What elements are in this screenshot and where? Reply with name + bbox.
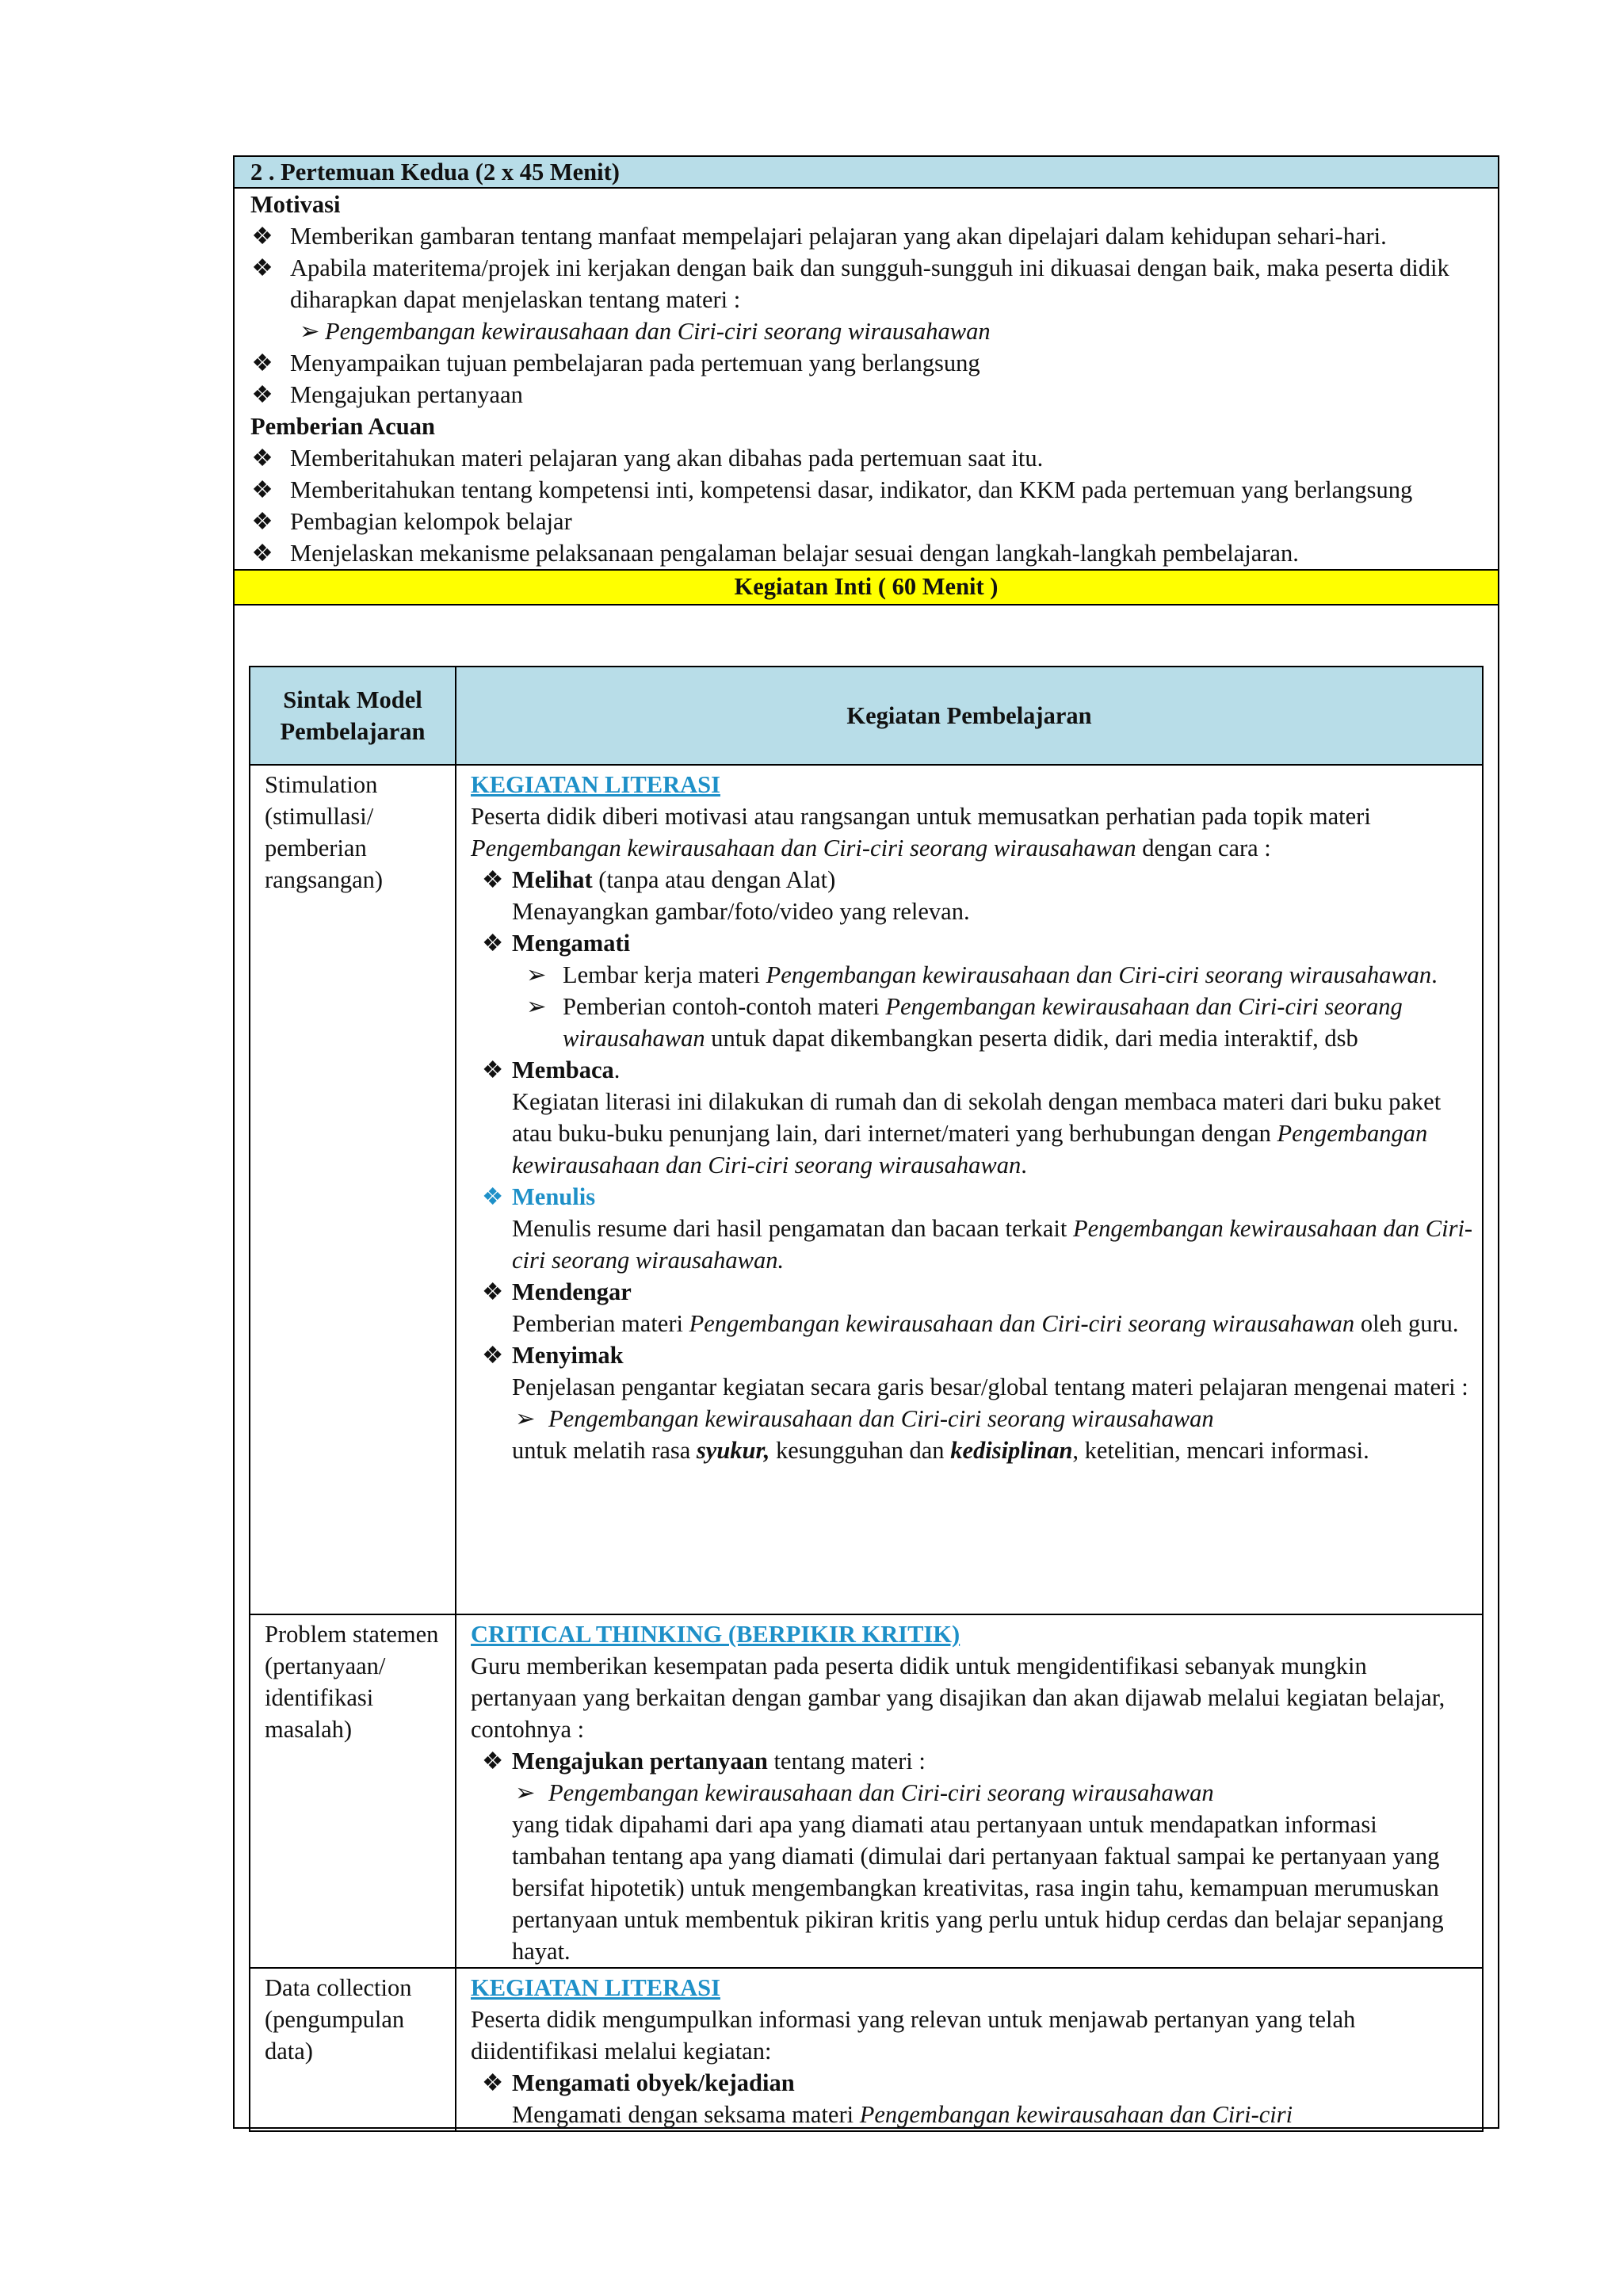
list-item: ❖ Menyampaikan tujuan pembelajaran pada pertemuan yang berlangsung bbox=[235, 347, 1498, 379]
diamond-bullet-icon: ❖ bbox=[482, 1056, 504, 1083]
column-header-kegiatan: Kegiatan Pembelajaran bbox=[456, 667, 1483, 765]
bullet-mengajukan: ❖ Mengajukan pertanyaan tentang materi : bbox=[471, 1745, 1474, 1777]
diamond-bullet-icon: ❖ bbox=[251, 540, 273, 567]
diamond-bullet-icon: ❖ bbox=[251, 350, 273, 376]
paragraph: Menayangkan gambar/foto/video yang relevan. bbox=[512, 898, 970, 925]
activity-cell bbox=[456, 1968, 1483, 2131]
bullet-menulis: ❖ Menulis bbox=[471, 1181, 1474, 1213]
bullet-mengamati: ❖ Mengamati bbox=[471, 927, 1474, 959]
paragraph: Menulis resume dari hasil pengamatan dan bacaan terkait Pengembangan kewirausahaan dan Ciri-ciri seorang wirausahawan. bbox=[512, 1215, 1473, 1274]
lesson-plan-box bbox=[233, 155, 1499, 2129]
diamond-bullet-icon: ❖ bbox=[251, 381, 273, 408]
literasi-heading: KEGIATAN LITERASI bbox=[471, 1974, 720, 2001]
motivasi-heading: Motivasi bbox=[250, 191, 341, 218]
diamond-bullet-icon: ❖ bbox=[251, 476, 273, 503]
activity-cell bbox=[456, 1614, 1483, 1968]
paragraph: Peserta didik mengumpulkan informasi yang relevan untuk menjawab pertanyan yang telah diidentifikasi melalui kegiatan: bbox=[471, 2006, 1356, 2065]
diamond-bullet-icon: ❖ bbox=[482, 2069, 504, 2096]
diamond-bullet-icon: ❖ bbox=[482, 1342, 504, 1369]
diamond-bullet-icon: ❖ bbox=[251, 254, 273, 281]
list-item: ❖ Pembagian kelompok belajar bbox=[235, 506, 1498, 537]
kegiatan-inti-banner: Kegiatan Inti ( 60 Menit ) bbox=[235, 569, 1498, 606]
diamond-bullet-icon: ❖ bbox=[251, 508, 273, 535]
bullet-menyimak: ❖ Menyimak bbox=[471, 1339, 1474, 1371]
bullet-mendengar: ❖ Mendengar bbox=[471, 1276, 1474, 1308]
paragraph: Mengamati dengan seksama materi Pengembangan kewirausahaan dan Ciri-ciri bbox=[512, 2101, 1293, 2128]
diamond-bullet-icon: ❖ bbox=[482, 930, 504, 957]
paragraph: Pemberian materi Pengembangan kewirausahaan dan Ciri-ciri seorang wirausahawan oleh guru. bbox=[512, 1310, 1459, 1337]
table-row bbox=[250, 765, 1483, 1614]
diamond-bullet-icon: ❖ bbox=[482, 1278, 504, 1305]
sintak-cell: Problem statemen (pertanyaan/ identifikasi masalah) bbox=[250, 1614, 456, 1968]
arrow-bullet-icon: ➢ bbox=[515, 1405, 536, 1432]
sub-list-item: ➢ Lembar kerja materi Pengembangan kewirausahaan dan Ciri-ciri seorang wirausahawan. bbox=[471, 959, 1474, 991]
table-row bbox=[250, 1968, 1483, 2131]
paragraph: yang tidak dipahami dari apa yang diamati atau pertanyaan untuk mendapatkan informasi tambahan tentang apa yang diamati (dimulai dari pertanyaan faktual sampai ke pertanyaan yang bersifat hipotetik) untuk mengembangkan kreativitas, rasa ingin tahu, kemampuan merumuskan pertanyaan untuk membentuk pikiran kritis yang perlu untuk hidup cerdas dan belajar sepanjang hayat. bbox=[512, 1811, 1444, 1965]
list-item: ❖ Apabila materitema/projek ini kerjakan dengan baik dan sungguh-sungguh ini dikuasai dengan baik, maka peserta didik diharapkan dapat menjelaskan tentang materi : bbox=[235, 252, 1498, 315]
critical-thinking-heading: CRITICAL THINKING (BERPIKIR KRITIK) bbox=[471, 1621, 960, 1648]
acuan-heading: Pemberian Acuan bbox=[250, 413, 435, 440]
arrow-bullet-icon: ➢ bbox=[300, 318, 320, 345]
list-item: ❖ Memberitahukan materi pelajaran yang akan dibahas pada pertemuan saat itu. bbox=[235, 442, 1498, 474]
paragraph: Kegiatan literasi ini dilakukan di rumah dan di sekolah dengan membaca materi dari buku paket atau buku-buku penunjang lain, dari internet/materi yang berhubungan dengan Pengembangan kewirausahaan dan Ciri-ciri seorang wirausahawan. bbox=[512, 1088, 1442, 1179]
list-item: ❖ Menjelaskan mekanisme pelaksanaan pengalaman belajar sesuai dengan langkah-langkah pembelajaran. bbox=[235, 537, 1498, 569]
sub-list-item: ➢ Pengembangan kewirausahaan dan Ciri-ciri seorang wirausahawan bbox=[471, 1403, 1474, 1435]
paragraph: Guru memberikan kesempatan pada peserta didik untuk mengidentifikasi sebanyak mungkin pertanyaan yang berkaitan dengan gambar yang disajikan dan akan dijawab melalui kegiatan belajar, contohnya : bbox=[471, 1652, 1445, 1743]
diamond-bullet-icon: ❖ bbox=[251, 223, 273, 250]
sintak-cell: Stimulation (stimullasi/ pemberian rangsangan) bbox=[250, 765, 456, 1614]
sintak-cell: Data collection (pengumpulan data) bbox=[250, 1968, 456, 2131]
diamond-bullet-icon: ❖ bbox=[482, 1748, 504, 1775]
sub-list-item: ➢ Pengembangan kewirausahaan dan Ciri-ciri seorang wirausahawan bbox=[471, 1777, 1474, 1809]
bullet-melihat: ❖ Melihat (tanpa atau dengan Alat) bbox=[471, 864, 1474, 896]
list-item: ❖ Memberitahukan tentang kompetensi inti, kompetensi dasar, indikator, dan KKM pada pertemuan yang berlangsung bbox=[235, 474, 1498, 506]
diamond-bullet-icon: ❖ bbox=[251, 445, 273, 472]
section-title: 2 . Pertemuan Kedua (2 x 45 Menit) bbox=[235, 157, 1498, 189]
bullet-mengamati-obyek: ❖ Mengamati obyek/kejadian bbox=[471, 2067, 1474, 2099]
diamond-bullet-icon: ❖ bbox=[482, 1183, 504, 1210]
table-row bbox=[250, 1614, 1483, 1968]
paragraph: Peserta didik diberi motivasi atau rangsangan untuk memusatkan perhatian pada topik materi Pengembangan kewirausahaan dan Ciri-ciri seorang wirausahawan dengan cara : bbox=[471, 803, 1371, 861]
arrow-bullet-icon: ➢ bbox=[526, 961, 547, 988]
activity-table bbox=[249, 666, 1484, 2132]
arrow-bullet-icon: ➢ bbox=[526, 993, 547, 1020]
list-item: ❖ Memberikan gambaran tentang manfaat mempelajari pelajaran yang akan dipelajari dalam kehidupan sehari-hari. bbox=[235, 220, 1498, 252]
paragraph: Penjelasan pengantar kegiatan secara garis besar/global tentang materi pelajaran mengenai materi : bbox=[512, 1373, 1468, 1400]
list-item: ❖ Mengajukan pertanyaan bbox=[235, 379, 1498, 411]
sub-list-item: ➢ Pengembangan kewirausahaan dan Ciri-ciri seorang wirausahawan bbox=[235, 315, 1498, 347]
sub-list-item: ➢ Pemberian contoh-contoh materi Pengembangan kewirausahaan dan Ciri-ciri seorang wirausahawan untuk dapat dikembangkan peserta didik, dari media interaktif, dsb bbox=[471, 991, 1474, 1054]
bullet-membaca: ❖ Membaca. bbox=[471, 1054, 1474, 1086]
activity-cell bbox=[456, 765, 1483, 1614]
arrow-bullet-icon: ➢ bbox=[515, 1779, 536, 1806]
column-header-sintak: Sintak Model Pembelajaran bbox=[250, 667, 456, 765]
literasi-heading: KEGIATAN LITERASI bbox=[471, 771, 720, 798]
paragraph: untuk melatih rasa syukur, kesungguhan dan kedisiplinan, ketelitian, mencari informasi. bbox=[512, 1437, 1369, 1464]
diamond-bullet-icon: ❖ bbox=[482, 866, 504, 893]
